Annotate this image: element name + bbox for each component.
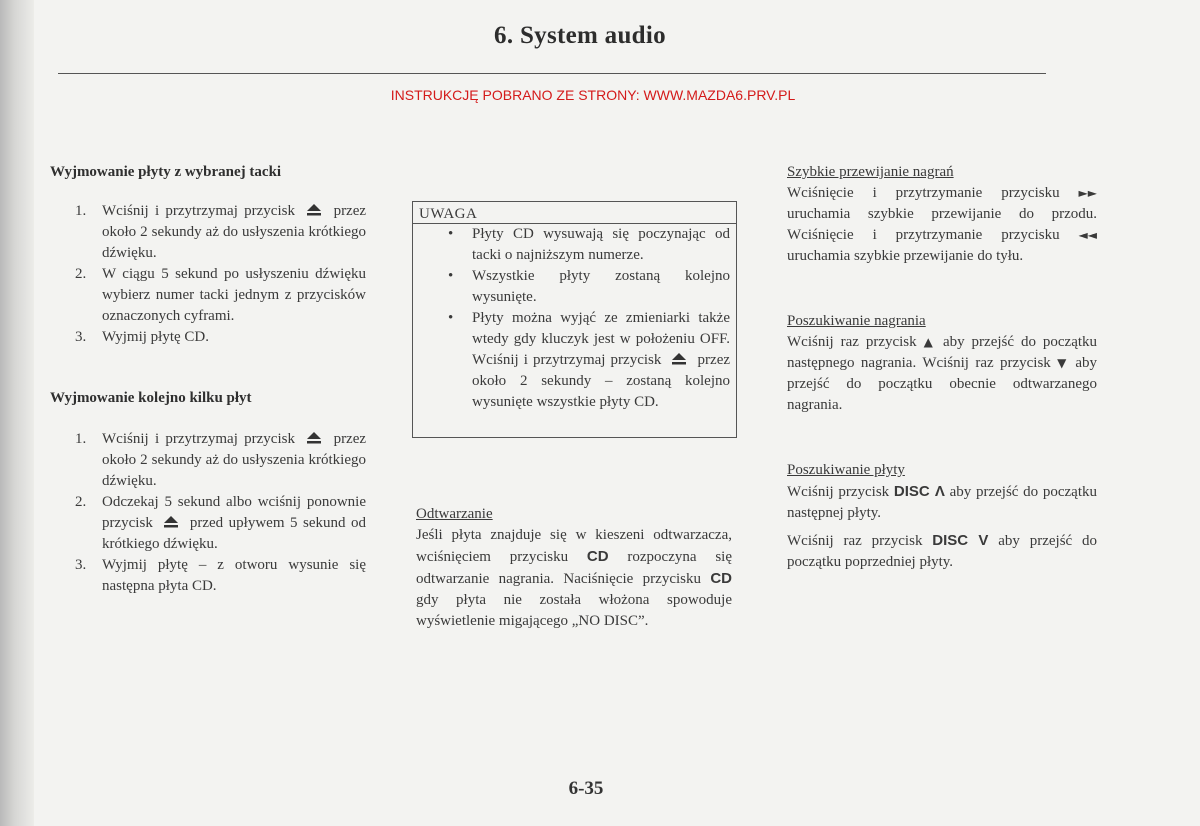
bullet-icon: •: [448, 226, 454, 242]
fast-forward-title: Szybkie przewijanie nagrań: [787, 164, 954, 180]
eject-icon: [303, 203, 325, 217]
disc-search-section: Poszukiwanie płyty Wciśnij przycisk DISC Λ aby przejść do początku następnej płyty. Wciśnij raz przycisk DISC V aby przejść do początku poprzedniej płyty.: [787, 462, 1098, 570]
steps-remove-several: [50, 429, 366, 597]
eject-icon: [303, 431, 325, 445]
list-item: 1. Wciśnij i przytrzymaj przycisk przez około 2 sekundy aż do usłyszenia krótkiego dźwięku.: [75, 431, 367, 489]
source-note: INSTRUKCJĘ POBRANO ZE STRONY: WWW.MAZDA6.PRV.PL: [390, 87, 796, 103]
list-item: • Płyty można wyjąć ze zmieniarki także wtedy gdy kluczyk jest w położeniu OFF. Wciśnij i przytrzymaj przycisk przez około 2 sekundy – zostaną kolejno wysunięte wszystkie płyty CD.: [448, 310, 731, 410]
bullet-icon: •: [448, 268, 454, 284]
track-down-icon: ▼: [1057, 356, 1069, 370]
list-item: 2. W ciągu 5 sekund po usłyszeniu dźwięku wybierz numer tacki jednym z przycisków oznaczonych cyframi.: [75, 266, 366, 324]
right-column: [787, 162, 1097, 573]
left-column: [50, 162, 366, 597]
eject-icon: [668, 352, 690, 366]
page-number: 6-35: [568, 778, 604, 799]
note-box: [412, 201, 737, 438]
eject-icon: [160, 515, 182, 529]
disc-down-button-label: DISC V: [932, 532, 989, 549]
section-heading-remove-selected: Wyjmowanie płyty z wybranej tacki: [50, 164, 282, 180]
section-heading-remove-several: Wyjmowanie kolejno kilku płyt: [50, 390, 252, 406]
bullet-icon: •: [448, 310, 454, 326]
cd-button-label: CD: [710, 570, 732, 587]
note-title: UWAGA: [413, 202, 736, 224]
track-search-section: Poszukiwanie nagrania Wciśnij raz przycisk ▲ aby przejść do początku następnego nagrania. Wciśnij raz przycisk ▼ aby przejść do początku obecnie odtwarzanego nagrania.: [787, 313, 1098, 413]
track-search-title: Poszukiwanie nagrania: [787, 313, 926, 329]
disc-up-button-label: DISC Λ: [893, 483, 945, 500]
list-item: 1. Wciśnij i przytrzymaj przycisk przez około 2 sekundy aż do usłyszenia krótkiego dźwięku.: [75, 203, 367, 261]
header-rule: [58, 73, 1046, 74]
track-up-icon: ▲: [923, 335, 937, 349]
cd-button-label: CD: [586, 548, 609, 565]
steps-remove-selected: [50, 201, 366, 348]
page-title: 6. System audio: [494, 22, 666, 49]
list-item: • Wszystkie płyty zostaną kolejno wysunięte.: [448, 268, 730, 305]
disc-search-title: Poszukiwanie płyty: [787, 462, 905, 478]
playback-text: Jeśli płyta znajduje się w kieszeni odtwarzacza, wciśnięciem przycisku CD rozpoczyna się odtwarzanie nagrania. Naciśnięcie przycisku CD gdy płyta nie została włożona spowoduje wyświetlenie migającego „NO DISC”.: [416, 527, 733, 629]
list-item: 3. Wyjmij płytę CD.: [75, 329, 210, 345]
note-list: [413, 224, 736, 413]
list-item: 2. Odczekaj 5 sekund albo wciśnij ponownie przycisk przed upływem 5 sekund od krótkiego dźwięku.: [75, 494, 367, 552]
list-item: 3. Wyjmij płytę – z otworu wysunie się następna płyta CD.: [75, 557, 366, 594]
fast-forward-icon: ►►: [1078, 186, 1097, 200]
playback-title: Odtwarzanie: [416, 506, 493, 522]
list-item: • Płyty CD wysuwają się poczynając od tacki o najniższym numerze.: [448, 226, 730, 263]
fast-forward-section: Szybkie przewijanie nagrań Wciśnięcie i przytrzymanie przycisku ►► uruchamia szybkie przewijanie do przodu. Wciśnięcie i przytrzymanie przycisku ◄◄ uruchamia szybkie przewijanie do tyłu.: [787, 164, 1097, 264]
rewind-icon: ◄◄: [1078, 228, 1097, 242]
playback-section: [416, 504, 732, 632]
book-spine-shadow: [0, 0, 34, 826]
